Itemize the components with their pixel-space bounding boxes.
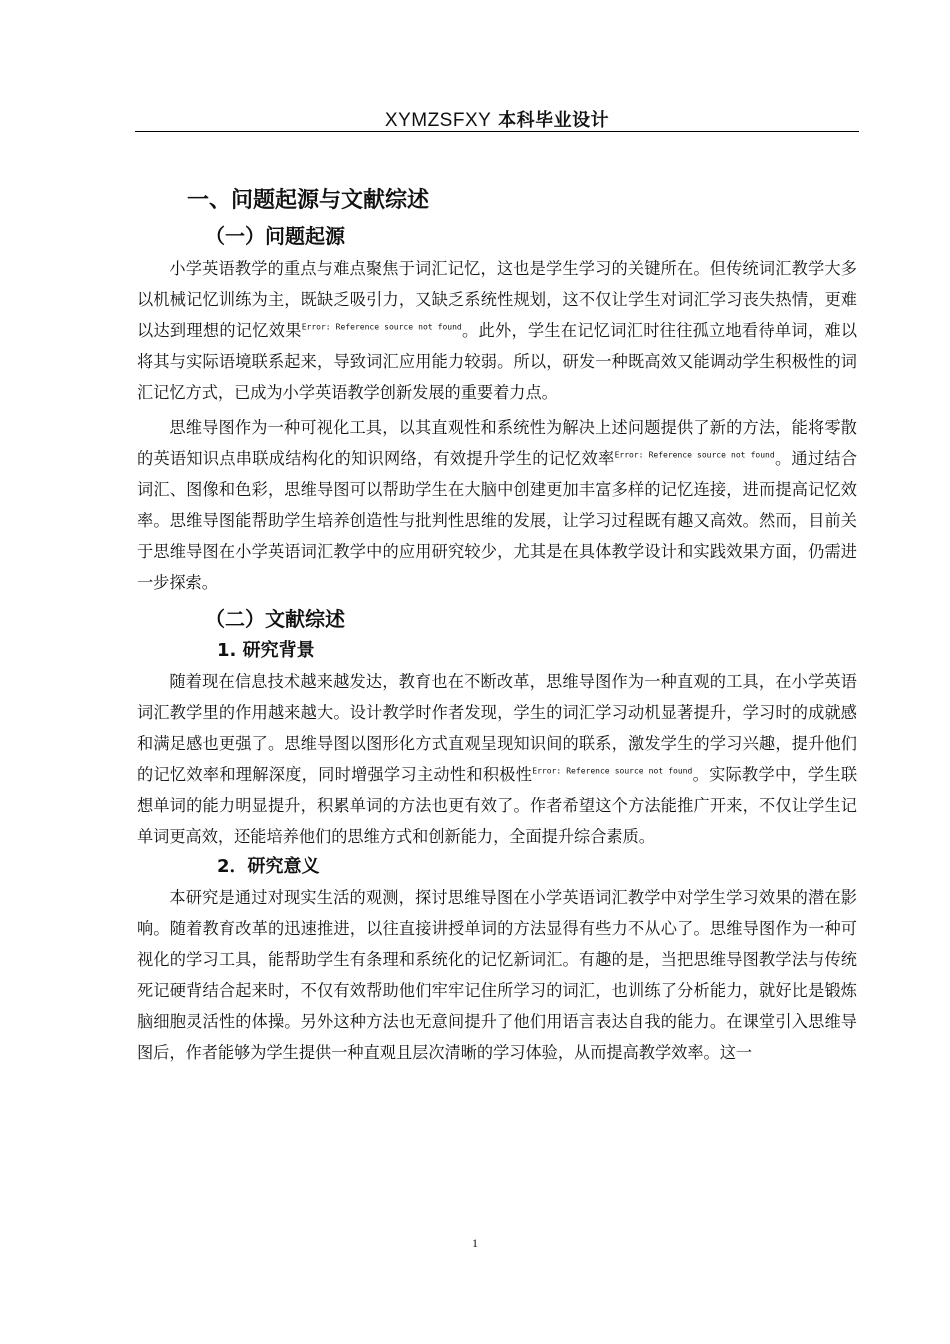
page-body bbox=[137, 183, 857, 1068]
page-number: 1 bbox=[472, 1236, 478, 1250]
paragraph-origin-1 bbox=[137, 253, 857, 408]
running-header bbox=[135, 106, 859, 132]
paragraph-text: 思维导图作为一种可视化工具，以其直观性和系统性为解决上述问题提供了新的方法，能将零散的英语知识点串联成结构化的知识网络，有效提升学生的记忆效率 bbox=[137, 418, 857, 468]
item-heading-significance: 2．研究意义 bbox=[217, 856, 320, 877]
header-title: 本科毕业设计 bbox=[491, 110, 610, 131]
reference-error-note: Error: Reference source not found bbox=[614, 450, 775, 460]
subsection-heading-literature: （二）文献综述 bbox=[205, 607, 345, 631]
reference-error-note: Error: Reference source not found bbox=[301, 322, 462, 332]
paragraph-text: 。实际教学中，学生联想单词的能力明显提升，积累单词的方法也更有效了。作者希望这个方法能推广开来，不仅让学生记单词更高效，还能培养他们的思维方式和创新能力，全面提升综合素质。 bbox=[137, 765, 858, 846]
subsection-heading-origin: （一）问题起源 bbox=[205, 224, 345, 248]
paragraph-text: 。此外，学生在记忆词汇时往往孤立地看待单词，难以将其与实际语境联系起来，导致词汇应用能力较弱。所以，研发一种既高效又能调动学生积极性的词汇记忆方式，已成为小学英语教学创新发展的重要着力点。 bbox=[137, 321, 858, 402]
paragraph-text: 小学英语教学的重点与难点聚焦于词汇记忆，这也是学生学习的关键所在。但传统词汇教学大多以机械记忆训练为主，既缺乏吸引力，又缺乏系统性规划，这不仅让学生对词汇学习丧失热情，更难以达到理想的记忆效果 bbox=[137, 259, 857, 340]
header-rule bbox=[135, 131, 859, 132]
header-school-code: XYMZSFXY bbox=[384, 110, 492, 131]
paragraph-text: 。通过结合词汇、图像和色彩，思维导图可以帮助学生在大脑中创建更加丰富多样的记忆连接，进而提高记忆效率。思维导图能帮助学生培养创造性与批判性思维的发展，让学习过程既有趣又高效。然而，目前关于思维导图在小学英语词汇教学中的应用研究较少，尤其是在具体教学设计和实践效果方面，仍需进一步探索。 bbox=[137, 449, 858, 592]
item-heading-background: 1. 研究背景 bbox=[217, 640, 315, 661]
reference-error-note: Error: Reference source not found bbox=[532, 766, 693, 776]
paragraph-background bbox=[137, 666, 857, 852]
paragraph-origin-2 bbox=[137, 412, 857, 598]
paragraph-significance: 本研究是通过对现实生活的观测，探讨思维导图在小学英语词汇教学中对学生学习效果的潜在影响。随着教育改革的迅速推进，以往直接讲授单词的方法显得有些力不从心了。思维导图作为一种可视化的学习工具，能帮助学生有条理和系统化的记忆新词汇。有趣的是，当把思维导图教学法与传统死记硬背结合起来时，不仅有效帮助他们牢牢记住所学习的词汇，也训练了分析能力，就好比是锻炼脑细胞灵活性的体操。另外这种方法也无意间提升了他们用语言表达自我的能力。在课堂引入思维导图后，作者能够为学生提供一种直观且层次清晰的学习体验，从而提高教学效率。这一 bbox=[137, 888, 857, 1062]
section-heading: 一、问题起源与文献综述 bbox=[187, 188, 430, 213]
paragraph-text: 随着现在信息技术越来越发达，教育也在不断改革，思维导图作为一种直观的工具，在小学英语词汇教学里的作用越来越大。设计教学时作者发现，学生的词汇学习动机显著提升，学习时的成就感和满足感也更强了。思维导图以图形化方式直观呈现知识间的联系，激发学生的学习兴趣，提升他们的记忆效率和理解深度，同时增强学习主动性和积极性 bbox=[137, 672, 857, 784]
